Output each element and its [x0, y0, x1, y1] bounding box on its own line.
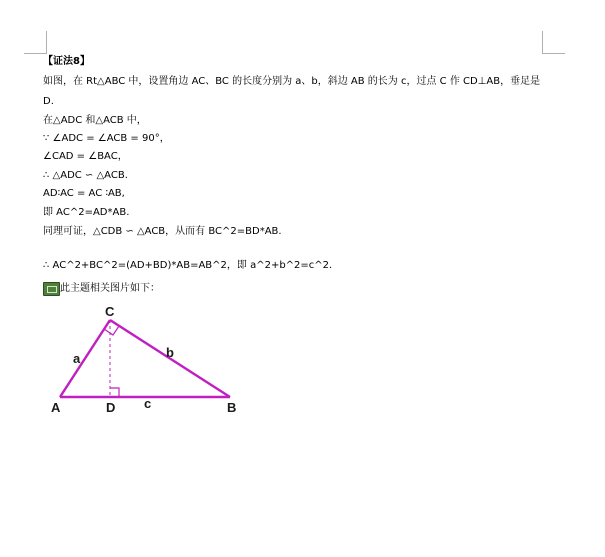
proof-line-7: AD∶AC = AC ∶AB, — [43, 188, 125, 199]
proof-line-1: 如图，在 Rt△ABC 中，设置角边 AC、BC 的长度分别为 a、b，斜边 AB 的长为 c，过点 C 作 CD⊥AB，垂足是 — [43, 76, 541, 87]
right-angle-mark-d — [110, 388, 119, 397]
side-label-c: c — [144, 396, 152, 411]
proof-line-4: ∵ ∠ADC = ∠ACB = 90°， — [43, 133, 170, 144]
proof-line-10: ∴ AC^2+BC^2=(AD+BD)*AB=AB^2，即 a^2+b^2=c^2. — [43, 260, 333, 271]
proof-line-3: 在△ADC 和△ACB 中， — [43, 115, 147, 126]
side-ac — [60, 320, 110, 397]
vertex-label-d: D — [106, 400, 116, 415]
side-label-a: a — [73, 351, 81, 366]
side-label-b: b — [166, 345, 174, 360]
figure-caption: 此主题相关图片如下： — [60, 283, 160, 294]
vertex-label-c: C — [105, 304, 115, 319]
vertex-label-b: B — [227, 400, 237, 415]
proof-line-5: ∠CAD = ∠BAC， — [43, 151, 128, 162]
proof-heading: 【证法8】 — [43, 56, 90, 67]
vertex-label-a: A — [51, 400, 61, 415]
proof-line-2: D. — [43, 96, 54, 107]
proof-line-6: ∴ △ADC ∽ △ACB. — [43, 170, 128, 181]
proof-line-8: 即 AC^2=AD*AB. — [43, 207, 130, 218]
proof-line-9: 同理可证，△CDB ∽ △ACB，从而有 BC^2=BD*AB. — [43, 226, 282, 237]
